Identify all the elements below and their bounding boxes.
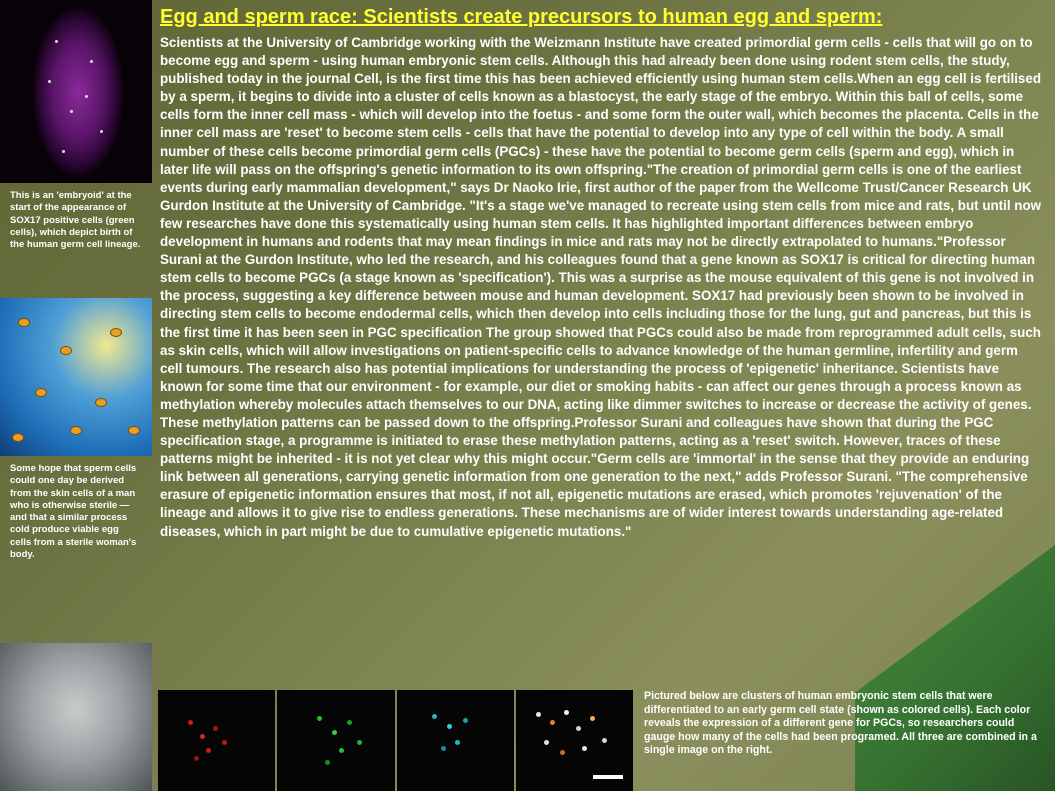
cell-cluster-image-strip xyxy=(158,690,633,791)
sperm-cells-image xyxy=(0,298,152,456)
embryoid-caption: This is an 'embryoid' at the start of the appearance of SOX17 positive cells (green cells), which depict birth of the human germ cell lineage. xyxy=(10,190,141,251)
article-body: Scientists at the University of Cambridge working with the Weizmann Institute have created primordial germ cells - cells that will go on to become egg and sperm - using human embryonic stem cells. Although this had already been done using rodent stem cells, the study, published today in the journal Cell, is the first time this has been achieved efficiently using human stem cells.When an egg cell is fertilised by a sperm, it begins to divide into a cluster of cells known as a blastocyst, the early stage of the embryo. Within this ball of cells, some cells form the inner cell mass - which will develop into the foetus - and some form the outer wall, which becomes the placenta. Cells in the inner cell mass are 'reset' to become stem cells - cells that have the potential to develop into any type of cell within the body. A small number of these cells become primordial germ cells (PGCs) - these have the potential to become germ cells (sperm and egg), which in later life will pass on the offspring's genetic information to its own offspring."The creation of primordial germ cells is one of the earliest events during early mammalian development," says Dr Naoko Irie, first author of the paper from the Wellcome Trust/Cancer Research UK Gurdon Institute at the University of Cambridge. "It's a stage we've managed to recreate using stem cells from mice and rats, but until now few researches have done this systematically using human stem cells. It has highlighted important differences between embryo development in humans and rodents that may mean findings in mice and rats may not be directly extrapolated to humans."Professor Surani at the Gurdon Institute, who led the research, and his colleagues found that a gene known as SOX17 is critical for directing human stem cells to become PGCs (a stage known as 'specification'). This was a surprise as the mouse equivalent of this gene is not involved in the process, suggesting a key difference between mouse and human development. SOX17 had previously been shown to be involved in directing stem cells to become endodermal cells, which then develop into cells including those for the lung, gut and pancreas, but this is the first time it has been seen in PGC specification The group showed that PGCs could also be made from reprogrammed adult cells, such as skin cells, which will allow investigations on patient-specific cells to advance knowledge of the human germline, infertility and germ cell tumours. The research also has potential implications for understanding the process of 'epigenetic' inheritance. Scientists have known for some time that our environment - for example, our diet or smoking habits - can affect our genes through a process known as methylation whereby molecules attach themselves to our DNA, acting like dimmer switches to increase or decrease the activity of genes. These methylation patterns can be passed down to the offspring.Professor Surani and colleagues have shown that during the PGC specification stage, a programme is initiated to erase these methylation patterns, acting as a 'reset' switch. However, traces of these patterns might be inherited - it is not yet clear why this might occur."Germ cells are 'immortal' in the sense that they provide an enduring link between all generations, carrying genetic information from one generation to the next," adds Professor Surani. "The comprehensive erasure of epigenetic information ensures that most, if not all, epigenetic mutations are erased, which promotes 'rejuvenation' of the lineage and allows it to give rise to endless generations. These mechanisms are of wider interest towards understanding age-related diseases, which in part might be due to cumulative epigenetic mutations." xyxy=(160,35,1042,539)
page-title: Egg and sperm race: Scientists create precursors to human egg and sperm: xyxy=(160,6,883,28)
left-image-column xyxy=(0,0,152,791)
cyan-stain-panel xyxy=(397,690,514,791)
cell-clusters-caption: Pictured below are clusters of human embryonic stem cells that were differentiated to an early germ cell state (shown as colored cells). Each color reveals the expression of a different gene for PGCs, so researchers could gauge how many of the cells had been programed. All three are combined in a single image on the right. xyxy=(644,690,1037,757)
green-stain-panel xyxy=(277,690,394,791)
scale-bar xyxy=(593,775,623,779)
stem-cell-colony-image xyxy=(0,643,152,791)
embryoid-image xyxy=(0,0,152,183)
sperm-caption: Some hope that sperm cells could one day be derived from the skin cells of a man who is otherwise sterile — and that a similar process cold produce viable egg cells from a sterile woman's body. xyxy=(10,463,137,561)
combined-stain-panel xyxy=(516,690,633,791)
red-stain-panel xyxy=(158,690,275,791)
